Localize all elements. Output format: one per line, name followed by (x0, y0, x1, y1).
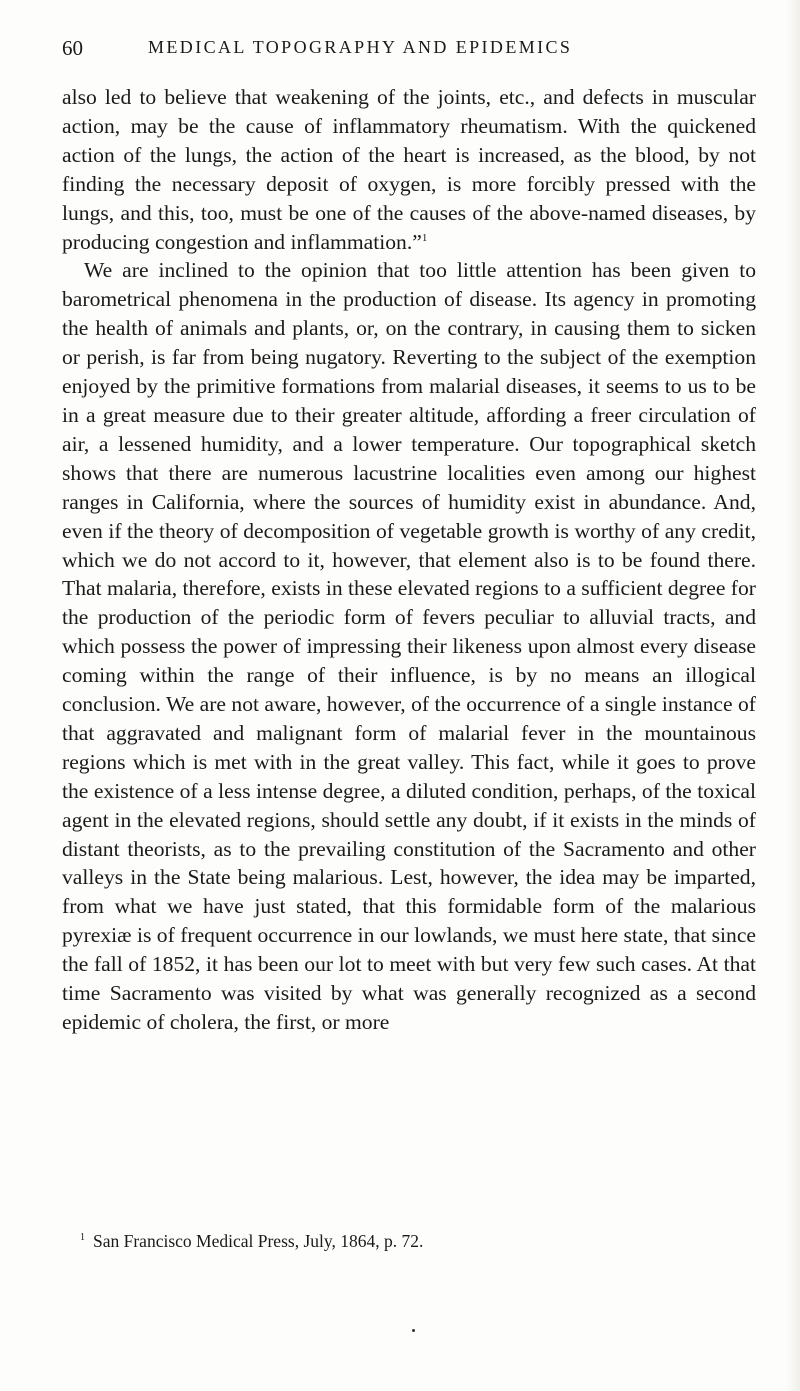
page-edge-shadow (786, 0, 800, 1391)
running-title: MEDICAL TOPOGRAPHY AND EPIDEMICS (148, 37, 573, 57)
page-number: 60 (62, 36, 83, 60)
footnote-text: San Francisco Medical Press, July, 1864, p. 72. (93, 1231, 424, 1251)
footnote-mark: 1 (80, 1232, 85, 1243)
paragraph-2: We are inclined to the opinion that too little attention has been given to barometrical phenomena in the production of disease. Its agency in promoting the health of animals and plants, or, on the contrary, in causing them to sicken or perish, is far from being nugatory. Reverting to the subject of the exemption enjoyed by the primitive formations from malarial diseases, it seems to us to be in a great measure due to their greater altitude, affording a freer circulation of air, a lessened humidity, and a lower temperature. Our topographical sketch shows that there are numerous lacustrine localities even among our highest ranges in California, where the sources of humidity exist in abundance. And, even if the theory of decomposition of vegetable growth is worthy of any credit, which we do not accord to it, however, that element also is to be found there. That malaria, therefore, exists in these elevated regions to a sufficient degree for the production of the periodic form of fevers peculiar to alluvial tracts, and which possess the power of impressing their likeness upon almost every disease coming within the range of their influence, is by no means an illogical conclusion. We are not aware, however, of the occurrence of a single instance of that aggravated and malignant form of malarial fever in the mountainous regions which is met with in the great valley. This fact, while it goes to prove the existence of a less intense degree, a diluted condition, perhaps, of the toxical agent in the elevated regions, should settle any doubt, if it exists in the minds of distant theorists, as to the prevailing constitution of the Sacramento and other valleys in the State being malarious. Lest, however, the idea may be imparted, from what we have just stated, that this formidable form of the malarious pyrexiæ is of frequent occurrence in our lowlands, we must here state, that since the fall of 1852, it has been our lot to meet with but very few such cases. At that time Sacramento was visited by what was generally recognized as a second epidemic of cholera, the first, or more (62, 258, 756, 1034)
footnote (80, 1227, 740, 1252)
paragraph-1-text: also led to believe that weakening of the joints, etc., and defects in muscular action, may be the cause of inflammatory rheumatism. With the quickened action of the lungs, the action of the heart is increased, as the blood, by not finding the necessary deposit of oxygen, is more forcibly pressed with the lungs, and this, too, must be one of the causes of the above-named diseases, by producing congestion and inflammation.” (62, 85, 756, 254)
paragraph-1 (62, 83, 756, 256)
page-header (62, 36, 760, 68)
footnote-reference: 1 (421, 231, 428, 244)
stray-mark (412, 1329, 415, 1332)
body-text (62, 83, 756, 1037)
